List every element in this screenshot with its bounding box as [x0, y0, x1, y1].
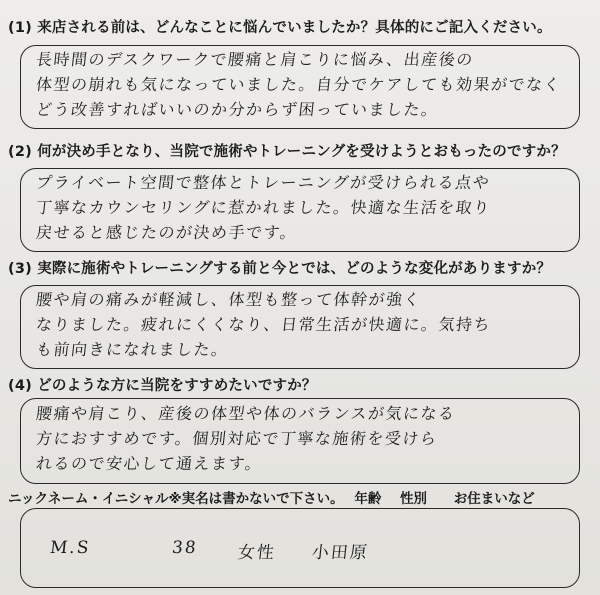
question-2-label: (2) 何が決め手となり、当院で施術やトレーニングを受けようとおもったのですか？: [8, 144, 566, 160]
question-4-label: (4) どのような方に当院をすすめたいですか？: [8, 378, 317, 394]
nickname-value: M.S: [48, 538, 92, 558]
age-value: 38: [170, 538, 199, 558]
residence-value: 小田原: [310, 543, 370, 563]
answer-4-line-3: れるので安心して通えます。: [35, 454, 264, 473]
residence-label: お住まいなど: [453, 491, 535, 507]
answer-3-line-1: 腰や肩の痛みが軽減し、体型も整って体幹が強く: [35, 290, 423, 309]
answer-1-line-2: 体型の崩れも気になっていました。自分でケアしても効果がでなく: [35, 75, 563, 94]
answer-1-line-1: 長時間のデスクワークで腰痛と肩こりに悩み、出産後の: [35, 50, 475, 69]
answer-3-line-3: も前向きになれました。: [35, 340, 230, 359]
answer-4-line-1: 腰痛や肩こり、産後の体型や体のバランスが気になる: [35, 404, 457, 423]
answer-3-line-2: なりました。疲れにくくなり、日常生活が快適に。気持ち: [35, 315, 493, 334]
answer-1-line-3: どう改善すればいいのか分からず困っていました。: [35, 100, 440, 119]
profile-box: [20, 508, 580, 588]
nickname-label: ニックネーム・イニシャル※実名は書かないで下さい。: [8, 491, 344, 507]
answer-4-line-2: 方におすすめです。個別対応で丁寧な施術を受けら: [35, 429, 439, 448]
answer-2-line-1: プライベート空間で整体とトレーニングが受けられる点や: [35, 173, 492, 192]
answer-2-line-2: 丁寧なカウンセリングに惹かれました。快適な生活を取り: [35, 198, 492, 217]
age-label: 年齢: [354, 491, 382, 507]
footer-labels: [8, 487, 535, 507]
gender-value: 女性: [236, 543, 277, 563]
gender-label: 性別: [400, 491, 428, 507]
question-1-label: (1) 来店される前は、どんなことに悩んでいましたか？具体的にご記入ください。: [8, 20, 552, 36]
answer-2-line-3: 戻せると感じたのが決め手です。: [35, 223, 299, 242]
question-3-label: (3) 実際に施術やトレーニングする前と今とでは、どのような変化がありますか？: [8, 261, 552, 277]
